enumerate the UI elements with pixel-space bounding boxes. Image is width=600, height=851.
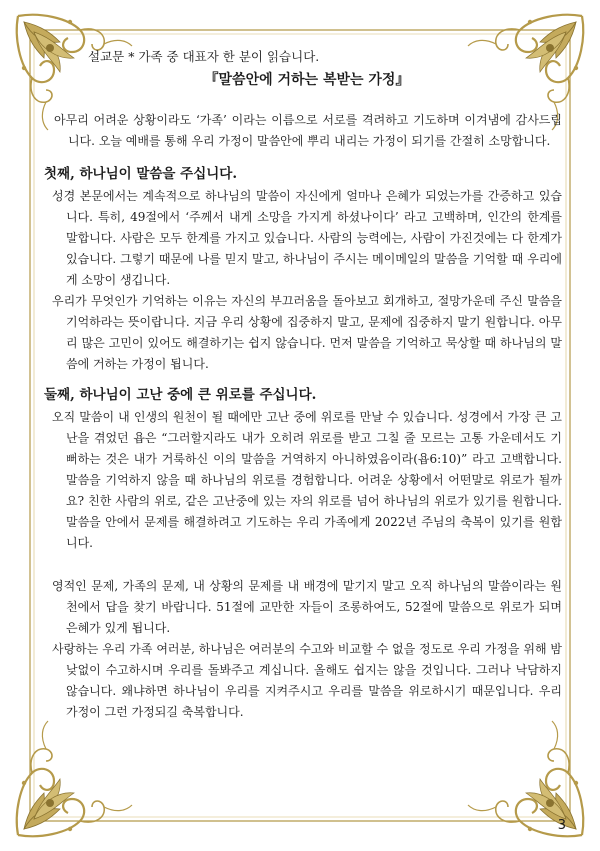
sermon-content xyxy=(44,48,562,723)
section-2-paragraph-1: 오직 말씀이 내 인생의 원천이 될 때에만 고난 중에 위로를 만날 수 있습니다. 성경에서 가장 큰 고난을 겪었던 욥은 “그러할지라도 내가 오히려 위로를 받고 그칠 줄 모르는 고통 가운데서도 기뻐하는 것은 내가 거룩하신 이의 말씀을 거역하지 아니하였음이라(욥6:10)” 라고 고백합니다. 말씀을 기억하지 않을 때 하나님의 위로를 경험합니다. 어려운 상황에서 어떤말로 위로가 될까요? 친한 사람의 위로, 같은 고난중에 있는 자의 위로를 넘어 하나님의 위로가 있기를 원합니다. 말씀을 안에서 문제를 해결하려고 기도하는 우리 가족에게 2022년 주님의 축복이 있기를 원합니다. xyxy=(52,410,562,550)
closing-paragraph-2: 사랑하는 우리 가족 여러분, 하나님은 여러분의 수고와 비교할 수 없을 정도로 우리 가정을 위해 밤낮없이 수고하시며 우리를 돌봐주고 계십니다. 올해도 쉽지는 않을 것입니다. 그러나 낙담하지 않습니다. 왜냐하면 하나님이 우리를 지켜주시고 우리를 말씀을 위로하시기 때문입니다. 우리 가정이 그런 가정되길 축복합니다. xyxy=(52,642,562,719)
intro-note: 설교문 * 가족 중 대표자 한 분이 읽습니다. xyxy=(88,49,320,64)
page-number: 3 xyxy=(557,818,566,833)
opening-paragraph: 아무리 어려운 상황이라도 ‘가족’ 이라는 이름으로 서로를 격려하고 기도하며 이겨냄에 감사드립니다. 오늘 예배를 통해 우리 가정이 말씀안에 뿌리 내리는 가정이 되기를 간절히 소망합니다. xyxy=(54,113,562,148)
spacer xyxy=(52,554,562,576)
section-1-paragraph-2: 우리가 무엇인가 기억하는 이유는 자신의 부끄러움을 돌아보고 회개하고, 절망가운데 주신 말씀을 기억하라는 뜻이랍니다. 지금 우리 상황에 집중하지 말고, 문제에 집중하지 말기 원합니다. 아무리 많은 고민이 있어도 해결하기는 쉽지 않습니다. 먼저 말씀을 기억하고 묵상할 때 하나님의 말씀에 거하는 가정이 됩니다. xyxy=(52,294,562,371)
sermon-title: 『말씀안에 거하는 복받는 가정』 xyxy=(204,72,410,88)
section-1-paragraph-1: 성경 본문에서는 계속적으로 하나님의 말씀이 자신에게 얼마나 은혜가 되었는가를 간증하고 있습니다. 특히, 49절에서 ‘주께서 내게 소망을 가지게 하셨나이다’ 라고 고백하며, 인간의 한계를 말합니다. 사람은 모두 한계를 가지고 있습니다. 사람의 능력에는, 사람이 가진것에는 다 한계가 있습니다. 그렇기 때문에 나를 믿지 말고, 하나님이 주시는 메이메일의 말씀을 기억할 때 우리에게 소망이 생깁니다. xyxy=(52,189,562,287)
section-1-heading: 첫째, 하나님이 말씀을 주십니다. xyxy=(44,166,238,182)
section-2-heading: 둘째, 하나님이 고난 중에 큰 위로를 주십니다. xyxy=(44,387,317,403)
closing-paragraph-1: 영적인 문제, 가족의 문제, 내 상황의 문제를 내 배경에 맡기지 말고 오직 하나님의 말씀이라는 원천에서 답을 찾기 바랍니다. 51절에 교만한 자들이 조롱하여도, 52절에 말씀으로 위로가 되며 은혜가 있게 됩니다. xyxy=(52,579,562,635)
